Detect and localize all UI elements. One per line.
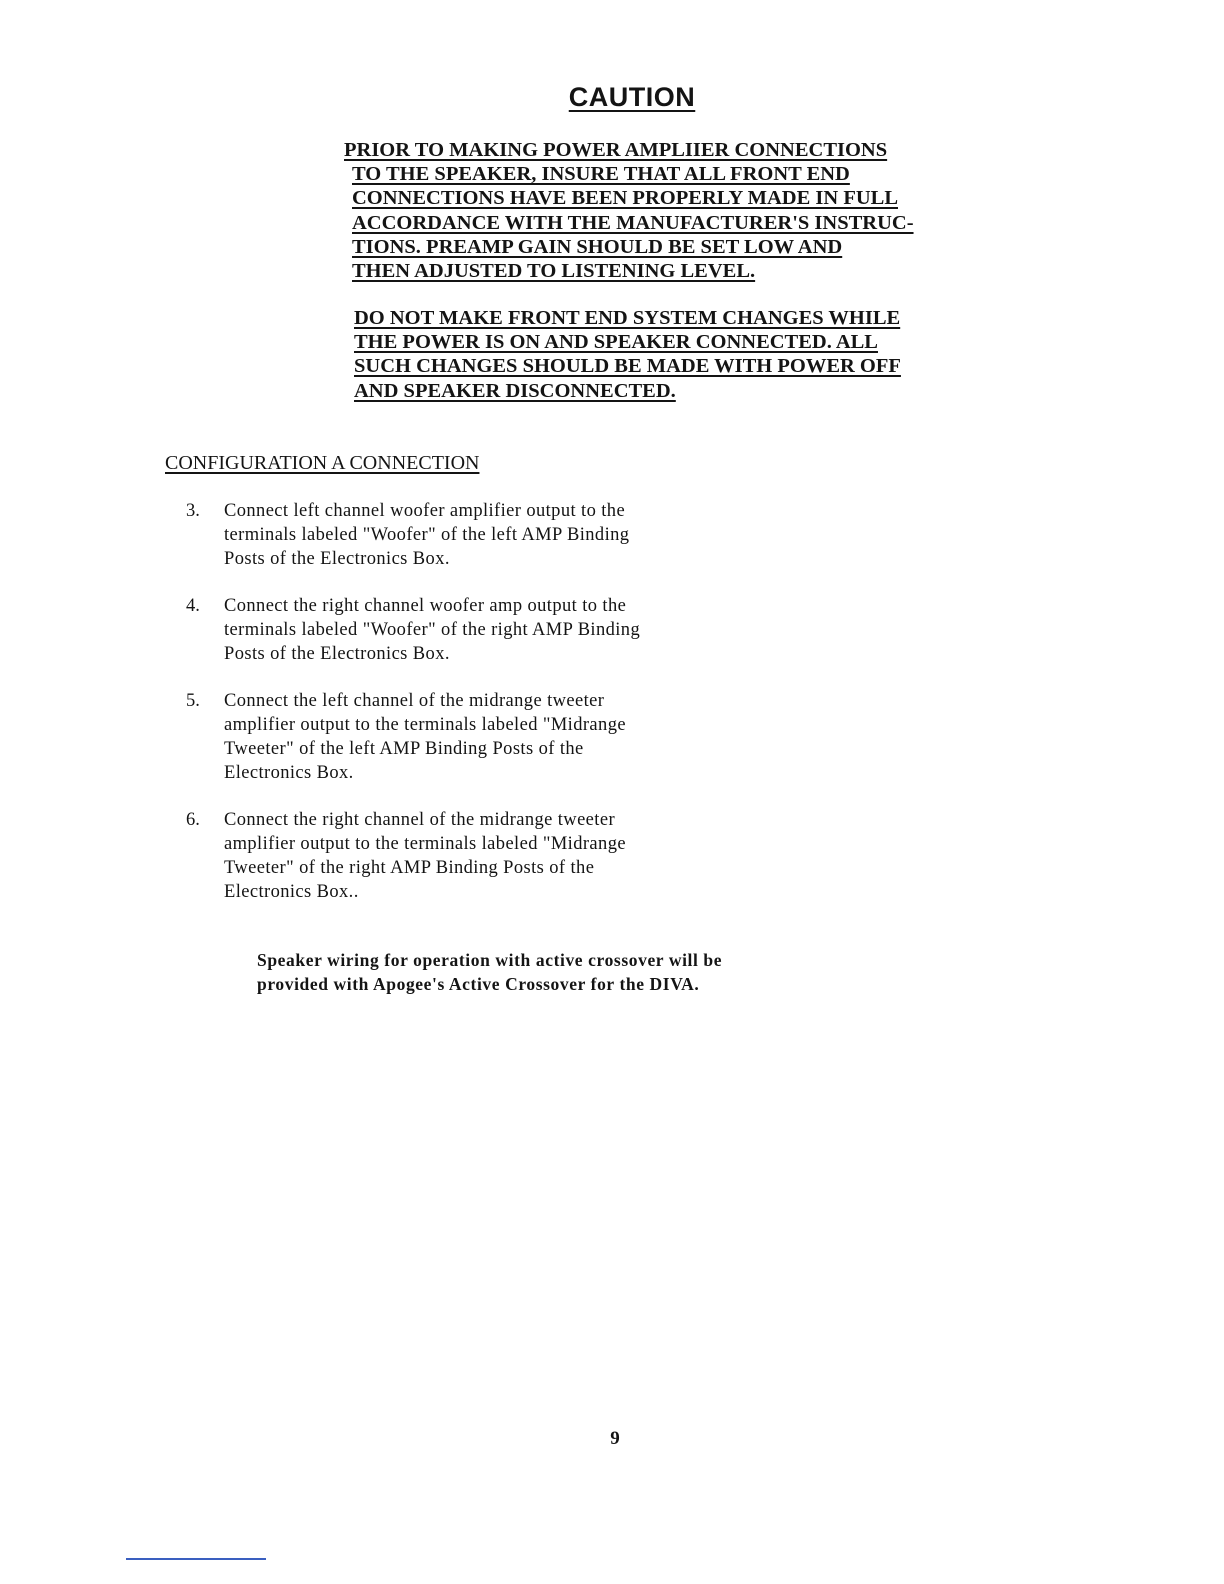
page-number: 9 [610,1428,620,1449]
step-number: 4. [186,596,200,616]
step-line: amplifier output to the terminals labeled "Midrange [224,715,626,735]
caution-line: THEN ADJUSTED TO LISTENING LEVEL. [352,260,756,283]
step-line: Connect the left channel of the midrange tweeter [224,691,605,711]
note-line: Speaker wiring for operation with active crossover will be [257,950,723,970]
scan-edge-line [126,1558,266,1560]
caution-line: THE POWER IS ON AND SPEAKER CONNECTED. ALL [354,331,878,354]
step-number: 3. [186,501,200,521]
step-line: terminals labeled "Woofer" of the right AMP Binding [224,620,641,640]
caution-line: PRIOR TO MAKING POWER AMPLIIER CONNECTIONS [344,139,888,161]
caution-paragraph-power-connections [344,138,974,283]
caution-line: SUCH CHANGES SHOULD BE MADE WITH POWER OFF [354,355,901,378]
step-line: Connect the right channel woofer amp output to the [224,596,627,616]
caution-line: AND SPEAKER DISCONNECTED. [354,379,676,402]
step-text [224,499,629,571]
caution-line: TIONS. PREAMP GAIN SHOULD BE SET LOW AND [352,235,843,258]
caution-title: CAUTION [568,82,696,112]
step-text [224,594,640,666]
note-line: provided with Apogee's Active Crossover for the DIVA. [257,974,700,994]
caution-line: TO THE SPEAKER, INSURE THAT ALL FRONT END [352,163,850,186]
step-line: terminals labeled "Woofer" of the left AMP Binding [224,525,630,545]
section-heading: CONFIGURATION A CONNECTION [165,452,480,474]
step-text [224,689,626,785]
caution-line: DO NOT MAKE FRONT END SYSTEM CHANGES WHILE [354,307,901,329]
caution-line: CONNECTIONS HAVE BEEN PROPERLY MADE IN FULL [352,187,898,210]
step-number: 6. [186,810,200,830]
caution-paragraph-system-changes [354,306,984,403]
step-line: Tweeter" of the left AMP Binding Posts of the [224,739,584,759]
step-line: Connect left channel woofer amplifier output to the [224,501,626,521]
step-number: 5. [186,691,200,711]
step-line: Electronics Box.. [224,882,359,902]
step-line: Connect the right channel of the midrange tweeter [224,810,615,830]
step-text [224,808,626,904]
step-line: Posts of the Electronics Box. [224,549,450,569]
step-line: Tweeter" of the right AMP Binding Posts of the [224,858,595,878]
step-line: Electronics Box. [224,763,354,783]
step-line: Posts of the Electronics Box. [224,644,450,664]
step-line: amplifier output to the terminals labeled "Midrange [224,834,626,854]
crossover-note [257,948,722,996]
caution-line: ACCORDANCE WITH THE MANUFACTURER'S INSTRUC- [352,211,914,234]
